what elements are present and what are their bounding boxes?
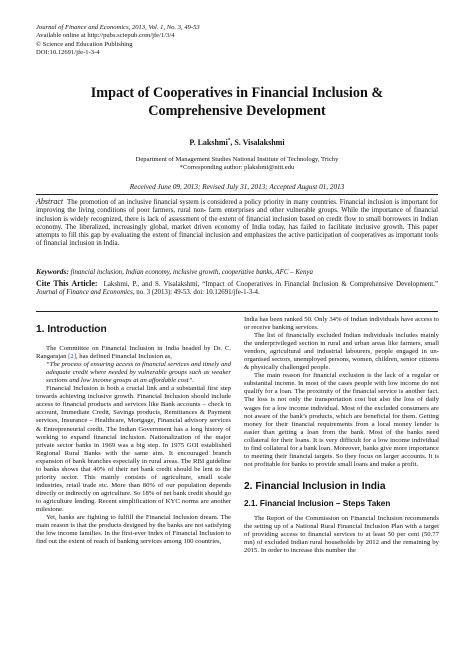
cite-text: Lakshmi, P., and S. Visalakshmi, “Impact of Cooperatives in Financial Inclusion & Comprehensive Development.” [103, 281, 439, 288]
section-heading-introduction: 1. Introduction [36, 324, 107, 335]
author-separator: , [230, 138, 235, 147]
abstract [36, 198, 438, 249]
journal-line: Journal of Finance and Economics, 2013, Vol. 1, No. 3, 49-53 [36, 24, 200, 31]
paragraph: The main reason for financial exclusion is the lack of a regular or substantial income. In most of the cases people with low income do not qualify for a loan. The proximity of the financial service is another fact. The loss is not only the transportation cost but also the loss of daily wages for a low income individual. Most of the excluded consumers are not aware of the bank’s products, which are beneficial for them. Getting money for their financial requirements from a local money lender is easier than getting a loan from the bank. Most of the banks need collateral for their loans. It is very difficult for a low income individual to find collateral for a bank loan. Moreover, banks give more importance to meeting their financial targets. So they focus on larger accounts. It is not profitable for banks to provide small loans and make a profit. [244, 372, 439, 468]
cite-label: Cite This Article: [36, 279, 98, 288]
paper-title [30, 84, 444, 120]
paragraph [36, 345, 231, 361]
title-line-2: Comprehensive Development [148, 103, 326, 119]
paragraph: The Report of the Commission on Financial Inclusion recommends the setting up of a National Rural Financial Inclusion Plan with a target of providing access to financial services to at least 50 per cent (50.77 mn) of excluded Indian rural households by 2012 and the remaining by 2015. In order to increase this number the [244, 514, 439, 555]
corresponding-author-line: *Corresponding author: plakshmi@nitt.edu [179, 164, 295, 172]
body-columns [0, 316, 474, 670]
cite-rest: , no. 3 (2013): 49-53. doi: 10.12691/jfe-1-3-4. [132, 289, 260, 297]
corresponding-mark: * [227, 138, 231, 144]
url-line: Available online at http://pubs.sciepub.com/jfe/1/3/4 [36, 32, 175, 40]
section-heading-financial-inclusion-india: 2. Financial Inclusion in India [244, 480, 386, 492]
author-name: P. Lakshmi [189, 138, 228, 147]
citation-link[interactable]: [2] [68, 353, 76, 361]
cite-journal: Journal of Finance and Economics [36, 289, 133, 297]
subsection-heading-steps-taken: 2.1. Financial Inclusion – Steps Taken [244, 498, 391, 508]
abstract-text: The promotion of an inclusive financial system is considered a policy priority in many countries. Financial inclusion is important for improving the living conditions of poor farmers, rural non- farm enterprises and other vulnerable groups. While the importance of financial inclusion is widely recognized, there is lack of assessment of the extent of financial inclusion based on credit flow to small borrowers in Indian economy. The liberalized, increasingly global, market driven economy of India today, has failed to facilitate inclusive growth. This paper attempts to fill this gap by evaluating the extent of financial inclusion and emphasizes the active participation of cooperatives as important tools of financial inclusion in India. [36, 199, 439, 248]
keywords-text: financial inclusion, Indian economy, inclusive growth, cooperative banks, AFC – Kenya [70, 269, 313, 276]
doi-line: DOI:10.12691/jfe-1-3-4 [36, 49, 100, 57]
title-line-1: Impact of Cooperatives in Financial Inclusion & [90, 85, 384, 101]
divider-bottom [36, 311, 438, 312]
divider-top [36, 194, 438, 195]
left-column [36, 316, 231, 546]
cite-this-article [36, 280, 438, 298]
paragraph: Yet, banks are fighting to fulfill the Financial Inclusion dream. The main reason is that the products designed by the banks are not satisfying the low income families. In the first-ever Index of Financial Inclusion to find out the extent of reach of banking services among 100 countries, [36, 514, 231, 546]
abstract-label: Abstract [36, 197, 64, 206]
definition-quote: “The process of ensuring access to financial services and timely and adequate credit where needed by vulnerable groups such as weaker sections and low income groups at an affordable cost”. [46, 361, 231, 385]
paragraph-text: The Committee on Financial Inclusion in India headed by Dr. C. Rangarajan [36, 345, 231, 361]
journal-header [36, 24, 200, 58]
publisher-line: © Science and Education Publishing [36, 40, 133, 48]
paragraph: Financial Inclusion is both a crucial link and a substantial first step towards achieving inclusive growth. Financial Inclusion should include access to financial products and services like Bank accounts – check in account, Immediate Credit, Savings products, Remittances & Payment services, Insurance – Healthcare, Mortgage, Financial advisory services & Entrepreneurial credit. The Indian Government has a long history of working to expand financial inclusion. Nationalization of the major private sector banks in 1969 was a big step. In 1975 GOI established Regional Rural Banks with the same aim. It encouraged branch expansion of bank branches especially in rural areas. The RBI guideline to banks shows that 40% of their net bank credit should be lent to the priority sector. This mainly consists of agriculture, small scale industries, retail trade etc. More than 80% of our population depends directly or indirectly on agriculture. So 18% of net bank credit should go to agriculture lending. Recent simplification of KYC norms are another milestone. [36, 385, 231, 513]
author-list [30, 138, 444, 147]
paragraph-text: , has defined Financial Inclusion as, [75, 353, 172, 361]
keywords [36, 267, 438, 276]
affiliation [30, 156, 444, 172]
keywords-label: Keywords: [36, 267, 69, 276]
author-name: S. Visalakshmi [234, 138, 285, 147]
paragraph: India has been ranked 50. Only 34% of Indian individuals have access to or receive banking services. [244, 316, 439, 332]
right-column [244, 316, 439, 555]
publication-dates: Received June 09, 2013; Revised July 31, 2013; Accepted August 01, 2013 [129, 183, 345, 191]
paragraph: The list of financially excluded Indian individuals includes mainly the underprivileged section in rural and urban areas like farmers, small vendors, agricultural and industrial labourers, people engaged in un-organised sectors, unemployed persons, women, children, senior citizens & physically challenged people. [244, 332, 439, 372]
affiliation-line: Department of Management Studies National Institute of Technology, Trichy [135, 156, 339, 163]
